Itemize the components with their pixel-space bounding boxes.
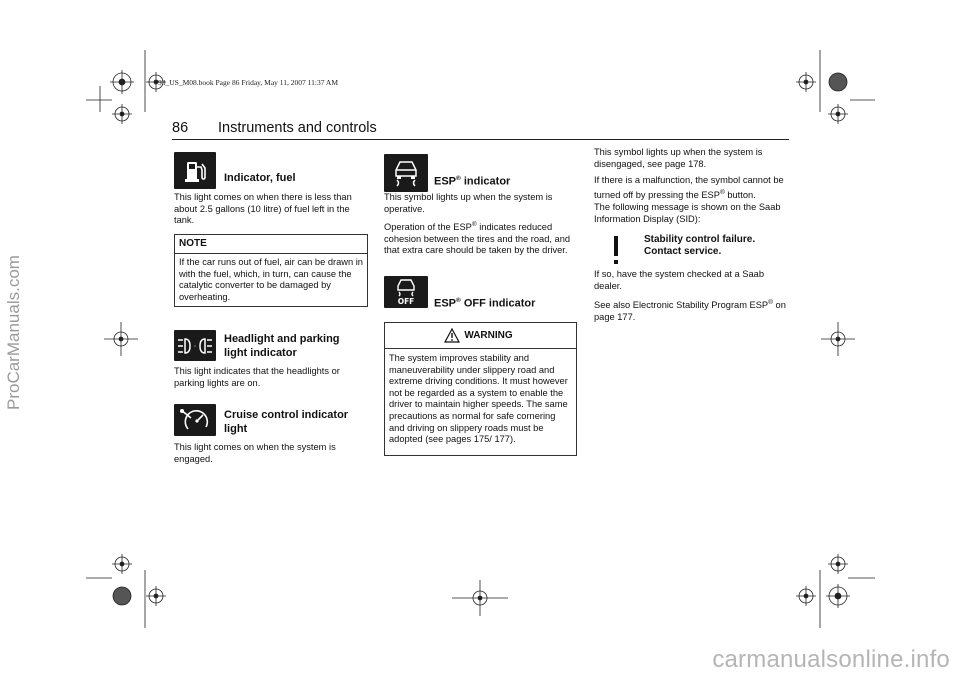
header-rule	[172, 139, 789, 140]
esp-indicator-title: ESP® indicator	[434, 175, 511, 188]
warning-box	[384, 322, 577, 456]
svg-text:OFF: OFF	[397, 297, 415, 306]
page-number: 86	[172, 120, 189, 136]
esp-indicator-text1: This symbol lights up when the system is operative.	[384, 192, 553, 214]
esp-off-icon	[389, 278, 423, 306]
note-box	[174, 234, 368, 307]
warning-text: The system improves stability and maneuverability under slippery road and extreme driving conditions. It must however not be regarded as a system to enable the driver to maintain higher speeds. The same precautions as normal for safe cornering and driving on slippery roads must be adopted (see pages 175/ 177).	[389, 353, 568, 445]
esp-indicator-icon-box	[384, 154, 428, 192]
cruise-indicator-text: This light comes on when the system is engaged.	[174, 442, 336, 464]
note-text: If the car runs out of fuel, air can be drawn in with the fuel, which, in turn, can cause the catalytic converter to be damaged by overheating.	[179, 257, 363, 302]
fuel-pump-icon	[184, 159, 206, 183]
fuel-indicator-title: Indicator, fuel	[224, 172, 296, 184]
side-watermark: ProCarManuals.com	[4, 255, 23, 410]
page-title: Instruments and controls	[218, 120, 377, 136]
sid-message-line1: Stability control failure.	[644, 234, 756, 245]
esp-skid-icon	[389, 158, 423, 188]
esp-off-text3: The following message is shown on the Saab Information Display (SID):	[594, 202, 781, 224]
cruise-indicator-title-line2: light	[224, 423, 248, 435]
esp-off-indicator-icon-box	[384, 276, 428, 308]
exclamation-icon	[610, 234, 622, 266]
esp-off-text1: This symbol lights up when the system is disengaged, see page 178.	[594, 147, 763, 169]
warning-heading: WARNING	[385, 323, 576, 349]
cruise-indicator-icon-box	[174, 404, 216, 436]
esp-off-text5: See also Electronic Stability Program ESP® on page 177.	[594, 299, 786, 322]
esp-indicator-text2: Operation of the ESP® indicates reduced cohesion between the tires and the road, and that extra care should be taken by the driver.	[384, 221, 571, 256]
headlight-indicator-text: This light indicates that the headlights or parking lights are on.	[174, 366, 340, 388]
note-heading: NOTE	[175, 235, 367, 254]
svg-text:·: ·	[193, 341, 197, 351]
esp-off-indicator-title: ESP® OFF indicator	[434, 297, 536, 310]
cruise-control-icon	[178, 407, 212, 433]
bottom-watermark: carmanualsonline.info	[712, 646, 950, 673]
cruise-indicator-title-line1: Cruise control indicator	[224, 409, 349, 421]
warning-triangle-icon	[444, 328, 460, 343]
esp-off-text4: If so, have the system checked at a Saab dealer.	[594, 269, 765, 291]
headlight-indicator-icon-box	[174, 330, 216, 361]
fuel-indicator-icon-box	[174, 152, 216, 189]
headlight-indicator-title-line1: Headlight and parking	[224, 333, 340, 345]
headlight-indicator-title-line2: light indicator	[224, 347, 297, 359]
headlight-icon	[176, 336, 214, 356]
sid-message-line2: Contact service.	[644, 246, 722, 257]
esp-off-text2: If there is a malfunction, the symbol cannot be turned off by pressing the ESP® button.	[594, 175, 784, 200]
book-imprint-line: 93_US_M08.book Page 86 Friday, May 11, 2007 11:37 AM	[158, 78, 338, 87]
fuel-indicator-text: This light comes on when there is less than about 2.5 gallons (10 litre) of fuel left in the tank.	[174, 192, 352, 226]
